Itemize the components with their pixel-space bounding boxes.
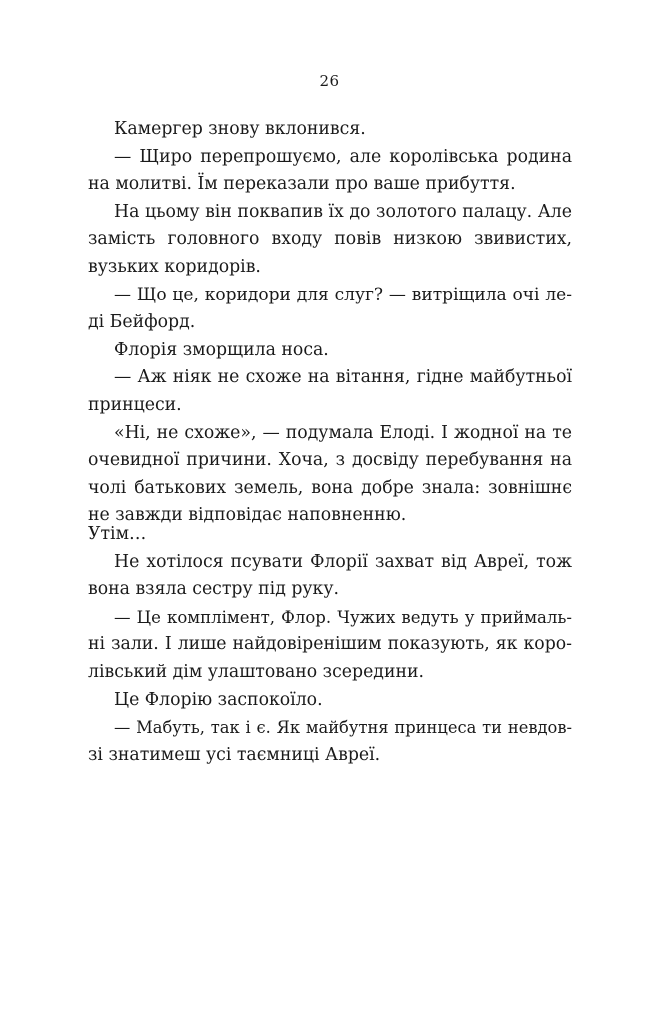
text-line: — Щиро перепрошуємо, але королівська родина (114, 146, 572, 167)
text-line: Це Флорію заспокоїло. (114, 689, 323, 710)
text-line: на молитві. Їм переказали про ваше прибуття. (88, 174, 516, 195)
text-block-2 (88, 521, 572, 769)
text-line: чолі батькових земель, вона добре знала: зовнішнє (88, 477, 572, 498)
text-line: — Мабуть, так і є. Як майбутня принцеса ти невдов- (114, 718, 572, 738)
text-block-1 (88, 116, 572, 530)
text-line: зі знатимеш усі таємниці Авреї. (88, 744, 381, 765)
text-line: лівський дім улаштовано зсередини. (88, 661, 424, 682)
text-line: — Це комплімент, Флор. Чужих ведуть у приймаль- (114, 607, 572, 627)
text-line: Камергер знову вклонився. (114, 119, 366, 139)
text-line: вузьких коридорів. (88, 256, 261, 277)
text-line: принцеси. (88, 394, 182, 415)
text-line: Не хотілося псувати Флорії захват від Авреї, тож (114, 551, 572, 572)
text-line: Утім… (88, 524, 147, 544)
text-line: вона взяла сестру під руку. (88, 579, 340, 600)
text-line: Флорія зморщила носа. (114, 339, 329, 360)
text-line: На цьому він поквапив їх до золотого палацу. Але (114, 201, 572, 222)
text-line: ді Бейфорд. (88, 312, 196, 333)
text-line: «Ні, не схоже», — подумала Елоді. І жодної на те (114, 422, 572, 443)
text-line: замість головного входу повів низкою звивистих, (88, 229, 572, 250)
text-line: — Аж ніяк не схоже на вітання, гідне майбутньої (114, 367, 572, 388)
text-line: очевидної причини. Хоча, з досвіду перебування на (88, 450, 572, 471)
text-line: — Що це, коридори для слуг? — витріщила очі ле- (114, 284, 572, 305)
text-line: ні зали. І лише найдовіренішим показують, як коро- (88, 634, 572, 655)
page-number: 26 (319, 72, 340, 90)
text-line: не завжди відповідає наповненню. (88, 505, 407, 526)
